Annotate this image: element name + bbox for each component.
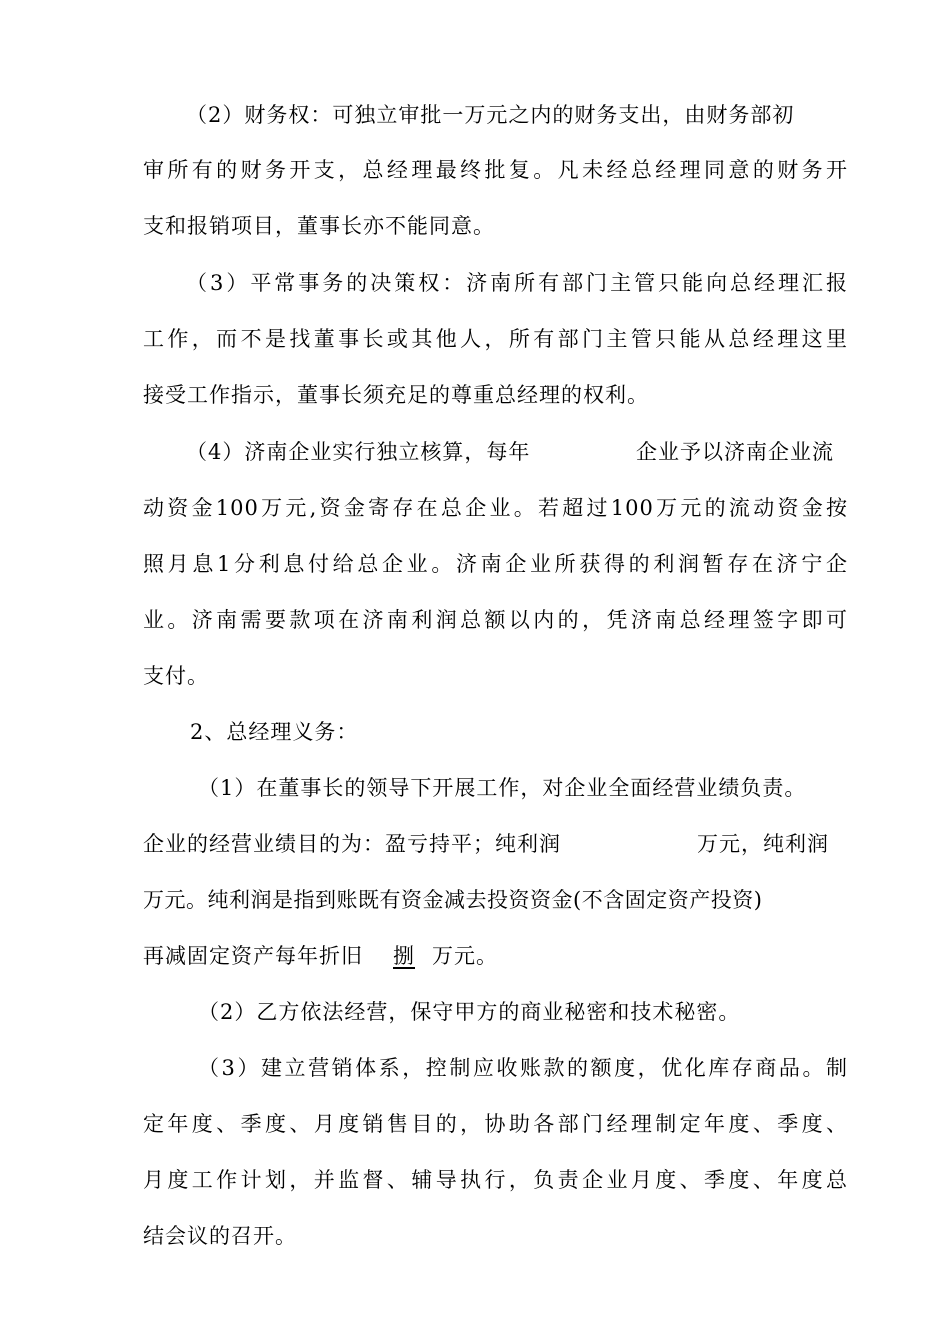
para-accounting-line-5: 支付。 — [143, 664, 209, 688]
para-accounting-line-1b: 企业予以济南企业流 — [636, 440, 834, 464]
para-accounting-line-3: 照月息1分利息付给总企业。济南企业所获得的利润暂存在济宁企 — [143, 552, 848, 576]
para-duty-1-line-4a: 再减固定资产每年折旧 — [143, 944, 363, 968]
para-duty-3-line-4: 结会议的召开。 — [143, 1224, 297, 1248]
para-affairs-line-1: （3）平常事务的决策权：济南所有部门主管只能向总经理汇报 — [186, 271, 848, 295]
para-duty-1-line-1: （1）在董事长的领导下开展工作，对企业全面经营业绩负责。 — [198, 776, 807, 800]
para-finance-line-3: 支和报销项目，董事长亦不能同意。 — [143, 214, 495, 238]
section-heading-gm-duties: 2、总经理义务： — [190, 720, 359, 744]
para-accounting-line-1a: （4）济南企业实行独立核算，每年 — [186, 440, 531, 464]
para-accounting-line-2: 动资金100万元,资金寄存在总企业。若超过100万元的流动资金按 — [143, 496, 848, 520]
para-duty-3-line-1: （3）建立营销体系，控制应收账款的额度，优化库存商品。制 — [198, 1056, 848, 1080]
depreciation-amount: 捌 — [393, 944, 415, 968]
para-duty-2-line-1: （2）乙方依法经营，保守甲方的商业秘密和技术秘密。 — [198, 1000, 741, 1024]
para-duty-3-line-3: 月度工作计划，并监督、辅导执行，负责企业月度、季度、年度总 — [143, 1168, 848, 1192]
para-duty-3-line-2: 定年度、季度、月度销售目的，协助各部门经理制定年度、季度、 — [143, 1112, 848, 1136]
para-duty-1-line-2b: 万元，纯利润 — [697, 832, 829, 856]
para-duty-1-line-4b: 万元。 — [432, 944, 498, 968]
para-finance-line-1: （2）财务权：可独立审批一万元之内的财务支出，由财务部初 — [186, 103, 795, 127]
para-affairs-line-3: 接受工作指示，董事长须充足的尊重总经理的权利。 — [143, 383, 649, 407]
para-accounting-line-4: 业。济南需要款项在济南利润总额以内的，凭济南总经理签字即可 — [143, 608, 848, 632]
para-affairs-line-2: 工作，而不是找董事长或其他人，所有部门主管只能从总经理这里 — [143, 327, 848, 351]
para-finance-line-2: 审所有的财务开支，总经理最终批复。凡未经总经理同意的财务开 — [143, 158, 848, 182]
para-duty-1-line-3: 万元。纯利润是指到账既有资金减去投资资金(不含固定资产投资) — [143, 888, 763, 912]
para-duty-1-line-2a: 企业的经营业绩目的为：盈亏持平；纯利润 — [143, 832, 561, 856]
